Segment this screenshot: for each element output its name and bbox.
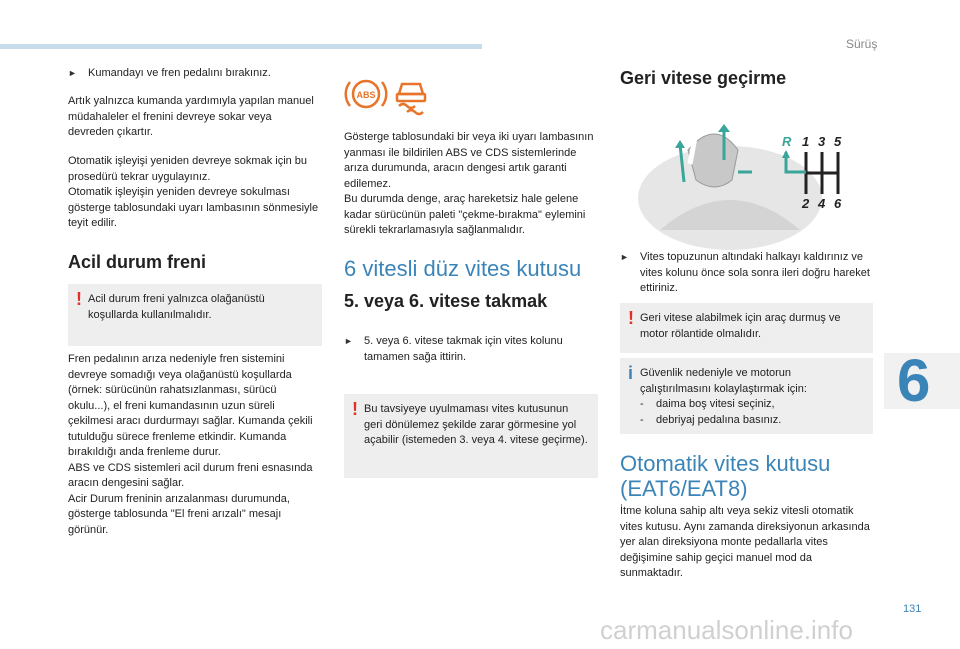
gear-label-3: 3 <box>818 134 826 149</box>
chapter-title: Otomatik vites kutusu (EAT6/EAT8) <box>620 451 831 501</box>
abs-label: ABS <box>356 90 376 100</box>
bullet-item <box>68 66 320 82</box>
list-item: - debriyaj pedalına basınız. <box>640 413 863 429</box>
reverse-label: R <box>782 134 792 149</box>
info-icon: i <box>628 363 634 383</box>
bullet-text: 5. veya 6. vitese takmak için vites kolunu tamamen sağa ittirin. <box>364 335 563 363</box>
column-3-bullet <box>620 250 872 297</box>
gear-label-5: 5 <box>834 134 842 149</box>
header-bar <box>0 44 482 49</box>
warning-note <box>68 284 322 346</box>
bullet-item <box>620 250 872 297</box>
warning-note <box>344 394 598 478</box>
warning-text: Acil durum freni yalnızca olağanüstü koşullarda kullanılmalıdır. <box>88 293 265 321</box>
column-2-bullet <box>344 334 596 365</box>
warning-lamps <box>344 72 434 116</box>
gear-shift-illustration <box>620 110 872 256</box>
paragraph: İtme koluna sahip altı veya sekiz vitesli otomatik vites kutusu. Aynı zamanda direksiyonun arkasında yer alan direksiyona monte pedallarla vites değişimine sahip geçici manuel mod da sunmaktadır. <box>620 505 870 579</box>
paragraph: Fren pedalının arıza nedeniyle fren sistemini devreye somadığı veya olağanüstü koşullarda (örnek: sürücünün rahatsızlanması, sürücü okulu...), el freni kumandasının uzun süreli çekilmesi aracı durdurmayı sağlar. Kumanda çekili tutulduğu sürece frenleme etkindir. Kumanda bırakıldığı anda frenleme durur. ABS ve CDS sistemleri acil durum freni esnasında aracın dengesini sağlar. Acir Durum freninin arızalanması durumunda, gösterge tablosunda "El freni arızalı" mesajı görünür. <box>68 353 313 536</box>
info-list <box>640 397 863 428</box>
warning-text: Geri vitese alabilmek için araç durmuş ve motor rölantide olmalıdır. <box>640 312 841 340</box>
list-item: - daima boş vitesi seçiniz, <box>640 397 863 413</box>
warning-icon: ! <box>628 308 634 328</box>
section-heading: 5. veya 6. vitese takmak <box>344 291 548 311</box>
gear-label-1: 1 <box>802 134 810 149</box>
watermark: carmanualsonline.info <box>600 615 853 645</box>
warning-note <box>620 303 873 353</box>
warning-icon: ! <box>76 289 82 309</box>
paragraph: Otomatik işleyişi yeniden devreye sokmak için bu prosedürü tekrar uygulayınız. Otomatik işleyişin yeniden devreye sokulması gösterge tablosundaki uyarı lambasının sönmesiyle teyit edilir. <box>68 155 319 229</box>
paragraph: Artık yalnızca kumanda yardımıyla yapılan manuel müdahaleler el frenini devreye sokar veya devreden çıkartır. <box>68 95 314 138</box>
arrow-bullet-icon: ► <box>68 68 77 78</box>
bullet-text: Vites topuzunun altındaki halkayı kaldırınız ve vites kolunu önce sola sonra ileri doğru hareket ettiriniz. <box>640 251 870 294</box>
info-note <box>620 358 873 434</box>
gear-diagram <box>620 110 872 256</box>
section-heading: Acil durum freni <box>68 252 207 272</box>
gear-label-2: 2 <box>802 196 810 211</box>
bullet-item <box>344 334 596 365</box>
column-1 <box>68 66 320 82</box>
chapter-number: 6 <box>897 347 931 414</box>
bullet-text: Kumandayı ve fren pedalını bırakınız. <box>88 67 271 79</box>
section-heading: Geri vitese geçirme <box>620 68 787 88</box>
stability-icon <box>397 84 425 114</box>
gear-label-4: 4 <box>818 196 826 211</box>
paragraph: Gösterge tablosundaki bir veya iki uyarı lambasının yanması ile bildirilen ABS ve CDS sistemlerinde arıza durumunda, aracın dengesi artık garanti edilemez. Bu durumda denge, araç hareketsiz hale gelene kadar sürücünün paleti "çekme-bırakma" eylemini sürekli tekrarlamasıyla sağlanmalıdır. <box>344 131 594 236</box>
warning-text: Bu tavsiyeye uyulmaması vites kutusunun geri dönülemez şekilde zarar görmesine yol açabilir (istemeden 3. veya 4. vitese geçirme). <box>364 403 588 446</box>
section-title: Sürüş <box>846 37 878 51</box>
arrow-bullet-icon: ► <box>344 336 353 346</box>
info-intro: Güvenlik nedeniyle ve motorun çalıştırılmasını kolaylaştırmak için: <box>640 367 807 395</box>
warning-icon: ! <box>352 399 358 419</box>
page-number: 131 <box>903 603 922 615</box>
chapter-title: 6 vitesli düz vites kutusu <box>344 256 582 281</box>
abs-icon <box>344 72 434 116</box>
gear-label-6: 6 <box>834 196 842 211</box>
arrow-bullet-icon: ► <box>620 252 629 262</box>
